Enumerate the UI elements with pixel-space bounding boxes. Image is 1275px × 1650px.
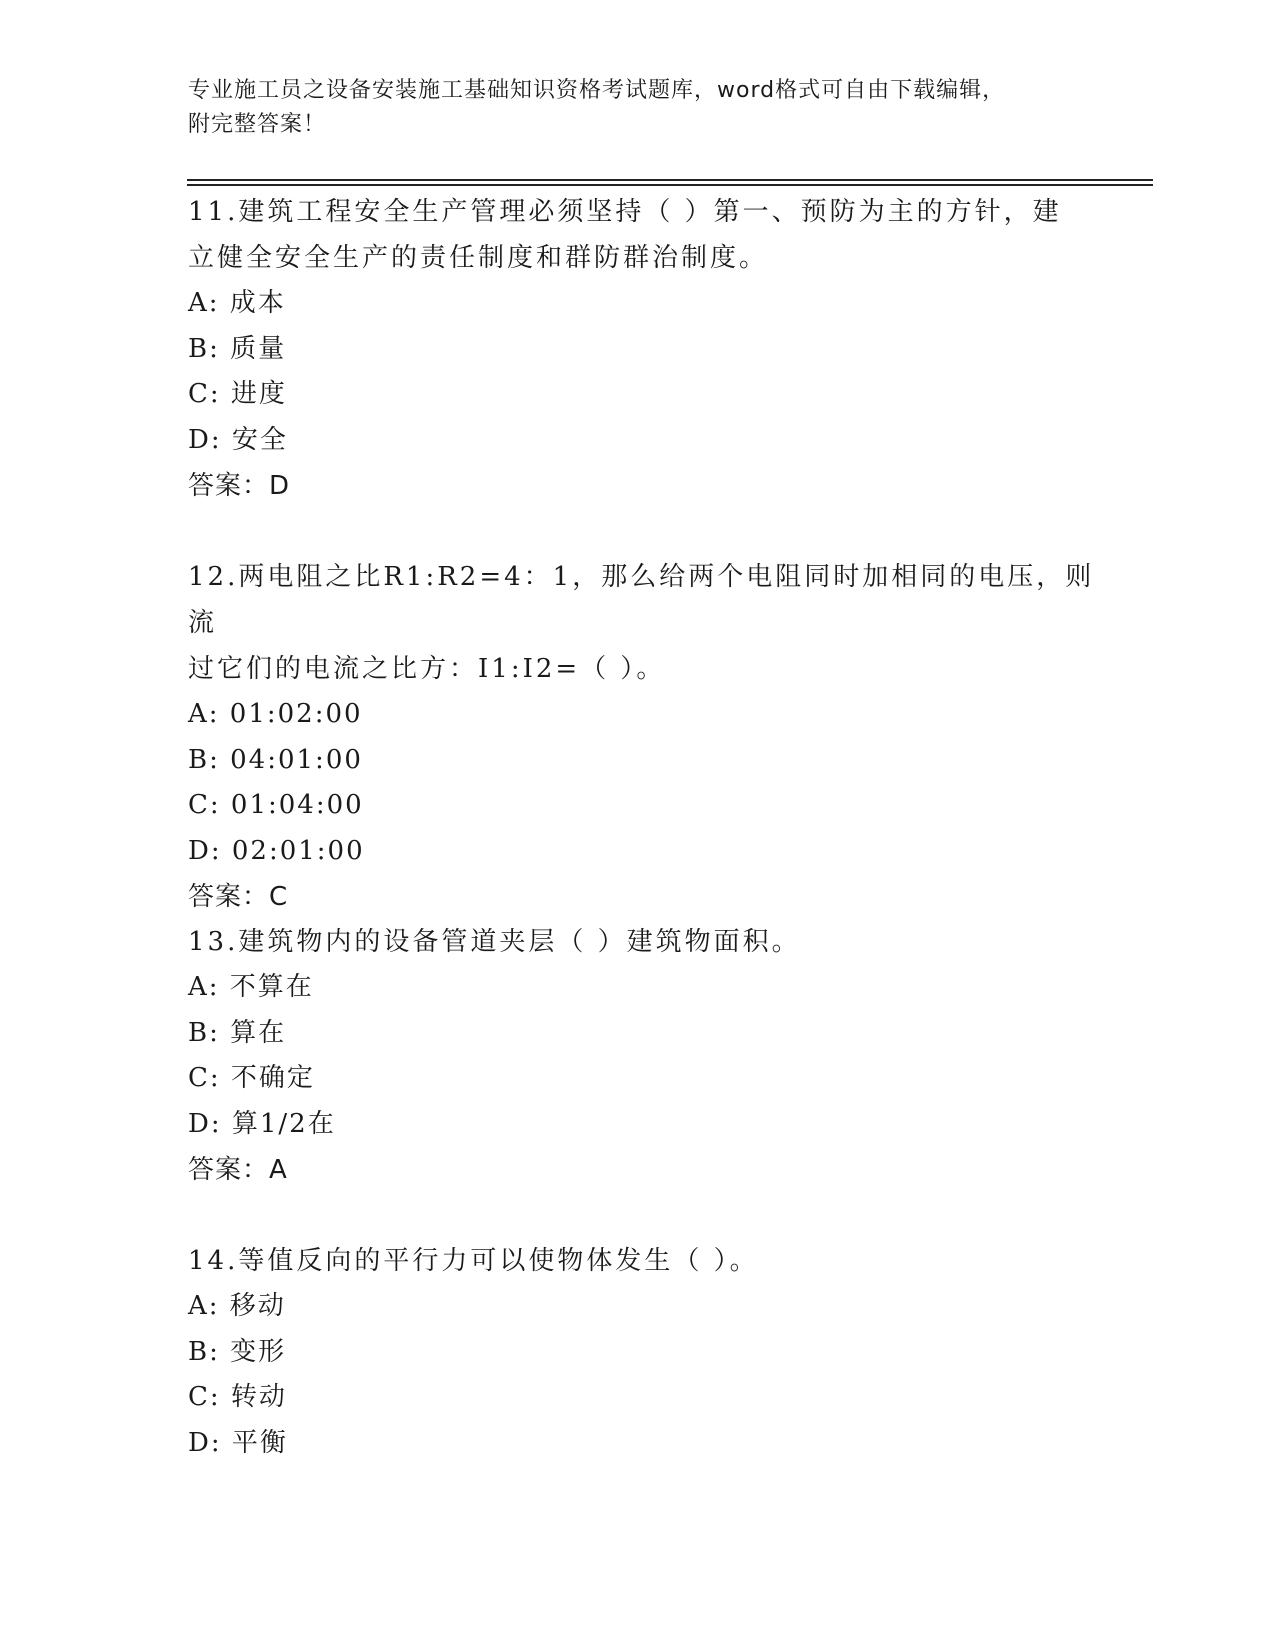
answer-line: 答案：A (188, 1155, 288, 1185)
option-d: D: 平衡 (188, 1427, 288, 1458)
document-header (188, 74, 1068, 142)
question-11 (188, 189, 1098, 509)
question-12 (188, 554, 1098, 920)
option-b: B: 算在 (188, 1017, 287, 1048)
option-a: A: 移动 (188, 1291, 286, 1321)
question-stem-line: 12.两电阻之比R1:R2=4：1，那么给两个电阻同时加相同的电压，则流 (188, 562, 1095, 638)
question-stem-line: 14.等值反向的平行力可以使物体发生（ ）。 (188, 1246, 759, 1276)
question-stem (188, 189, 1098, 281)
option-c: C: 进度 (188, 379, 287, 409)
question-13 (188, 919, 1098, 1193)
option-d: D: 02:01:00 (188, 835, 365, 866)
option-c: C: 不确定 (188, 1063, 315, 1093)
option-d: D: 算1/2在 (188, 1108, 336, 1139)
question-stem-line: 13.建筑物内的设备管道夹层（ ）建筑物面积。 (188, 927, 801, 957)
option-a: A: 01:02:00 (188, 699, 363, 729)
question-stem-line: 11.建筑工程安全生产管理必须坚持（ ）第一、预防为主的方针，建 (188, 197, 1062, 227)
option-b: B: 变形 (188, 1336, 287, 1367)
header-divider-top (187, 179, 1153, 181)
question-stem (188, 554, 1098, 692)
option-a: A: 成本 (188, 288, 286, 318)
question-stem (188, 1238, 1098, 1284)
header-line-1: 专业施工员之设备安装施工基础知识资格考试题库，word格式可自由下载编辑， (188, 78, 1006, 103)
header-divider-bottom (187, 184, 1153, 186)
question-stem-line: 立健全安全生产的责任制度和群防群治制度。 (188, 243, 769, 273)
option-b: B: 04:01:00 (188, 744, 363, 775)
question-14 (188, 1238, 1098, 1466)
answer-line: 答案：D (188, 471, 291, 501)
option-d: D: 安全 (188, 424, 288, 455)
option-a: A: 不算在 (188, 972, 314, 1002)
question-stem (188, 919, 1098, 965)
option-c: C: 转动 (188, 1382, 287, 1412)
option-c: C: 01:04:00 (188, 790, 364, 820)
answer-line: 答案：C (188, 882, 289, 912)
option-b: B: 质量 (188, 333, 287, 364)
question-stem-line: 过它们的电流之比方：I1:I2=（ ）。 (188, 654, 666, 684)
header-line-2: 附完整答案！ (188, 112, 327, 137)
